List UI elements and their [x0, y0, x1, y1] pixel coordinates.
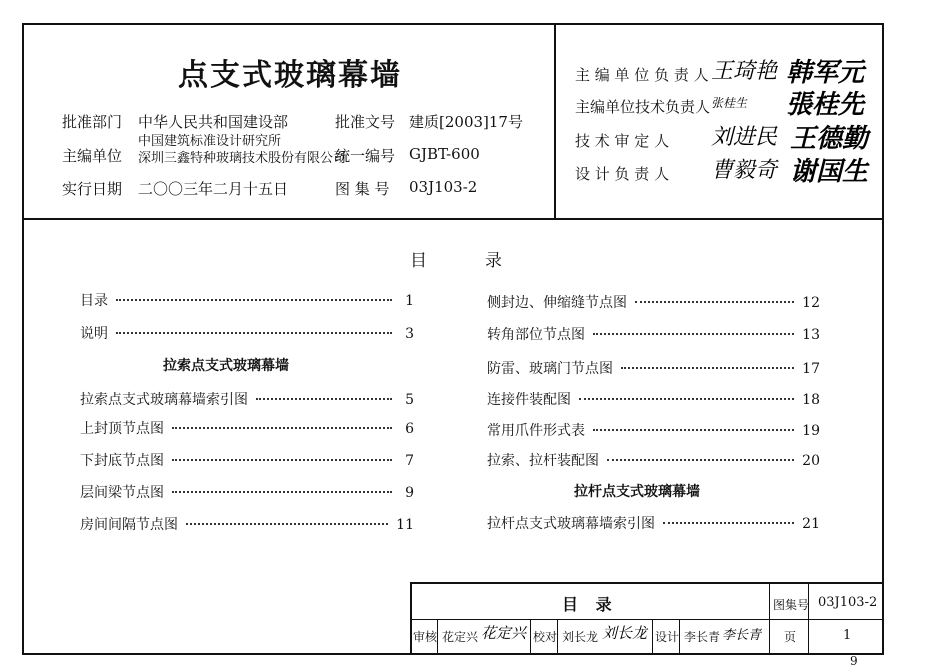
responsible-role-4: 设 计 负 责 人	[575, 165, 670, 183]
editor-unit-2: 深圳三鑫特种玻璃技术股份有限公司	[138, 151, 347, 166]
toc-entry-page: 21	[802, 516, 820, 532]
toc-leader	[172, 459, 392, 461]
titleblock-check-label: 校对	[533, 630, 558, 644]
toc-entry-page: 1	[405, 293, 414, 309]
titleblock-atlas-label: 图集号	[773, 598, 810, 612]
titleblock-mid-line	[410, 619, 884, 620]
titleblock-cell-line	[530, 620, 531, 655]
toc-entry-page: 18	[802, 392, 820, 408]
titleblock-design-label: 设计	[655, 630, 680, 644]
toc-entry-page: 20	[802, 453, 820, 469]
toc-entry[interactable]	[80, 290, 414, 310]
approval-dept: 中华人民共和国建设部	[138, 113, 289, 131]
toc-entry-title: 侧封边、伸缩缝节点图	[487, 295, 627, 311]
toc-entry[interactable]	[487, 513, 820, 533]
effective-date-label: 实行日期	[62, 180, 123, 198]
toc-entry-page: 11	[396, 517, 414, 533]
approval-doc: 建质[2003]17号	[409, 113, 523, 131]
responsible-role-2: 主编单位技术负责人	[575, 98, 711, 116]
toc-leader	[186, 523, 388, 525]
titleblock-cell-line	[652, 620, 653, 655]
toc-entry-page: 6	[405, 421, 414, 437]
approval-doc-label: 批准文号	[335, 113, 396, 131]
toc-entry-title: 上封顶节点图	[80, 421, 164, 437]
toc-leader	[607, 459, 794, 461]
toc-leader	[172, 491, 392, 493]
toc-entry[interactable]	[487, 420, 820, 440]
signature-1b: 韩军元	[786, 58, 865, 88]
titleblock-check-name: 刘长龙	[562, 630, 599, 644]
toc-entry-title: 房间间隔节点图	[80, 517, 178, 533]
toc-entry-title: 常用爪件形式表	[487, 423, 585, 439]
toc-leader	[593, 429, 794, 431]
signature-4b: 谢国生	[790, 157, 869, 187]
titleblock-cell-line	[437, 620, 438, 655]
toc-entry-page: 12	[802, 295, 820, 311]
toc-leader	[579, 398, 794, 400]
toc-entry-title: 说明	[80, 326, 108, 342]
toc-heading-left: 目	[410, 251, 427, 271]
titleblock-check-signature: 刘长龙	[602, 624, 648, 642]
toc-entry[interactable]	[80, 418, 414, 438]
titleblock-review-label: 审核	[413, 630, 438, 644]
responsible-role-1: 主 编 单 位 负 责 人	[575, 66, 709, 84]
titleblock-review-name: 花定兴	[442, 630, 479, 644]
unified-no-label: 统一编号	[335, 147, 396, 165]
toc-entry[interactable]	[487, 324, 820, 344]
toc-leader	[635, 301, 794, 303]
toc-leader	[663, 522, 794, 524]
titleblock-cell-line	[557, 620, 558, 655]
titleblock-atlas-no: 03J103-2	[818, 595, 878, 610]
sheet-number: 9	[850, 654, 858, 668]
titleblock-page-label: 页	[784, 630, 797, 644]
approval-dept-label: 批准部门	[62, 113, 123, 131]
titleblock-left-line	[410, 582, 412, 655]
toc-entry-page: 7	[405, 453, 414, 469]
toc-entry-title: 层间梁节点图	[80, 485, 164, 501]
signature-4a: 曹毅奇	[711, 158, 778, 183]
toc-leader	[593, 333, 794, 335]
toc-entry[interactable]	[487, 358, 820, 378]
unified-no: GJBT-600	[409, 145, 480, 163]
atlas-no-label: 图 集 号	[335, 180, 390, 198]
titleblock-design-name: 李长青	[684, 630, 721, 644]
titleblock-design-signature: 李长青	[722, 628, 762, 643]
toc-entry[interactable]	[80, 323, 414, 343]
titleblock-cell-line	[679, 620, 680, 655]
toc-leader	[256, 398, 392, 400]
editor-unit-label: 主编单位	[62, 147, 123, 165]
toc-entry[interactable]	[487, 389, 820, 409]
toc-heading-right: 录	[485, 251, 502, 271]
toc-leader	[116, 332, 392, 334]
header-vertical-divider	[554, 23, 556, 219]
toc-entry-page: 9	[405, 485, 414, 501]
toc-entry-title: 拉索、拉杆装配图	[487, 453, 599, 469]
toc-section-heading: 拉索点支式玻璃幕墙	[163, 358, 289, 374]
toc-entry[interactable]	[80, 389, 414, 409]
page-title: 点支式玻璃幕墙	[178, 58, 402, 93]
titleblock-col-line	[808, 582, 809, 655]
toc-entry[interactable]	[80, 450, 414, 470]
editor-unit-1: 中国建筑标准设计研究所	[138, 134, 282, 149]
toc-entry[interactable]	[487, 450, 820, 470]
toc-entry[interactable]	[80, 514, 414, 534]
signature-2a: 张桂生	[711, 96, 748, 110]
toc-entry-page: 17	[802, 361, 820, 377]
titleblock-review-signature: 花定兴	[481, 624, 527, 642]
titleblock-title: 目 录	[562, 595, 618, 614]
header-divider	[22, 218, 884, 220]
toc-entry-title: 目录	[80, 293, 108, 309]
toc-entry-page: 13	[802, 327, 820, 343]
toc-leader	[621, 367, 794, 369]
toc-entry-page: 19	[802, 423, 820, 439]
atlas-no: 03J103-2	[409, 178, 478, 196]
signature-3a: 刘进民	[711, 125, 778, 150]
titleblock-col-line	[769, 582, 770, 655]
titleblock-page-no: 1	[843, 628, 852, 643]
toc-entry[interactable]	[80, 482, 414, 502]
toc-entry-page: 3	[405, 326, 414, 342]
titleblock-top-line	[410, 582, 884, 584]
signature-2b: 張桂先	[786, 90, 865, 120]
toc-entry-title: 转角部位节点图	[487, 327, 585, 343]
signature-1a: 王琦艳	[711, 59, 778, 84]
signature-3b: 王德勤	[790, 124, 869, 154]
toc-entry-page: 5	[405, 392, 414, 408]
toc-leader	[172, 427, 392, 429]
toc-entry-title: 拉索点支式玻璃幕墙索引图	[80, 392, 248, 408]
toc-entry-title: 防雷、玻璃门节点图	[487, 361, 613, 377]
responsible-role-3: 技 术 审 定 人	[575, 132, 670, 150]
toc-section-heading: 拉杆点支式玻璃幕墙	[574, 484, 700, 500]
effective-date: 二〇〇三年二月十五日	[138, 180, 289, 198]
toc-entry-title: 连接件装配图	[487, 392, 571, 408]
toc-entry[interactable]	[487, 292, 820, 312]
toc-entry-title: 下封底节点图	[80, 453, 164, 469]
toc-leader	[116, 299, 392, 301]
toc-entry-title: 拉杆点支式玻璃幕墙索引图	[487, 516, 655, 532]
